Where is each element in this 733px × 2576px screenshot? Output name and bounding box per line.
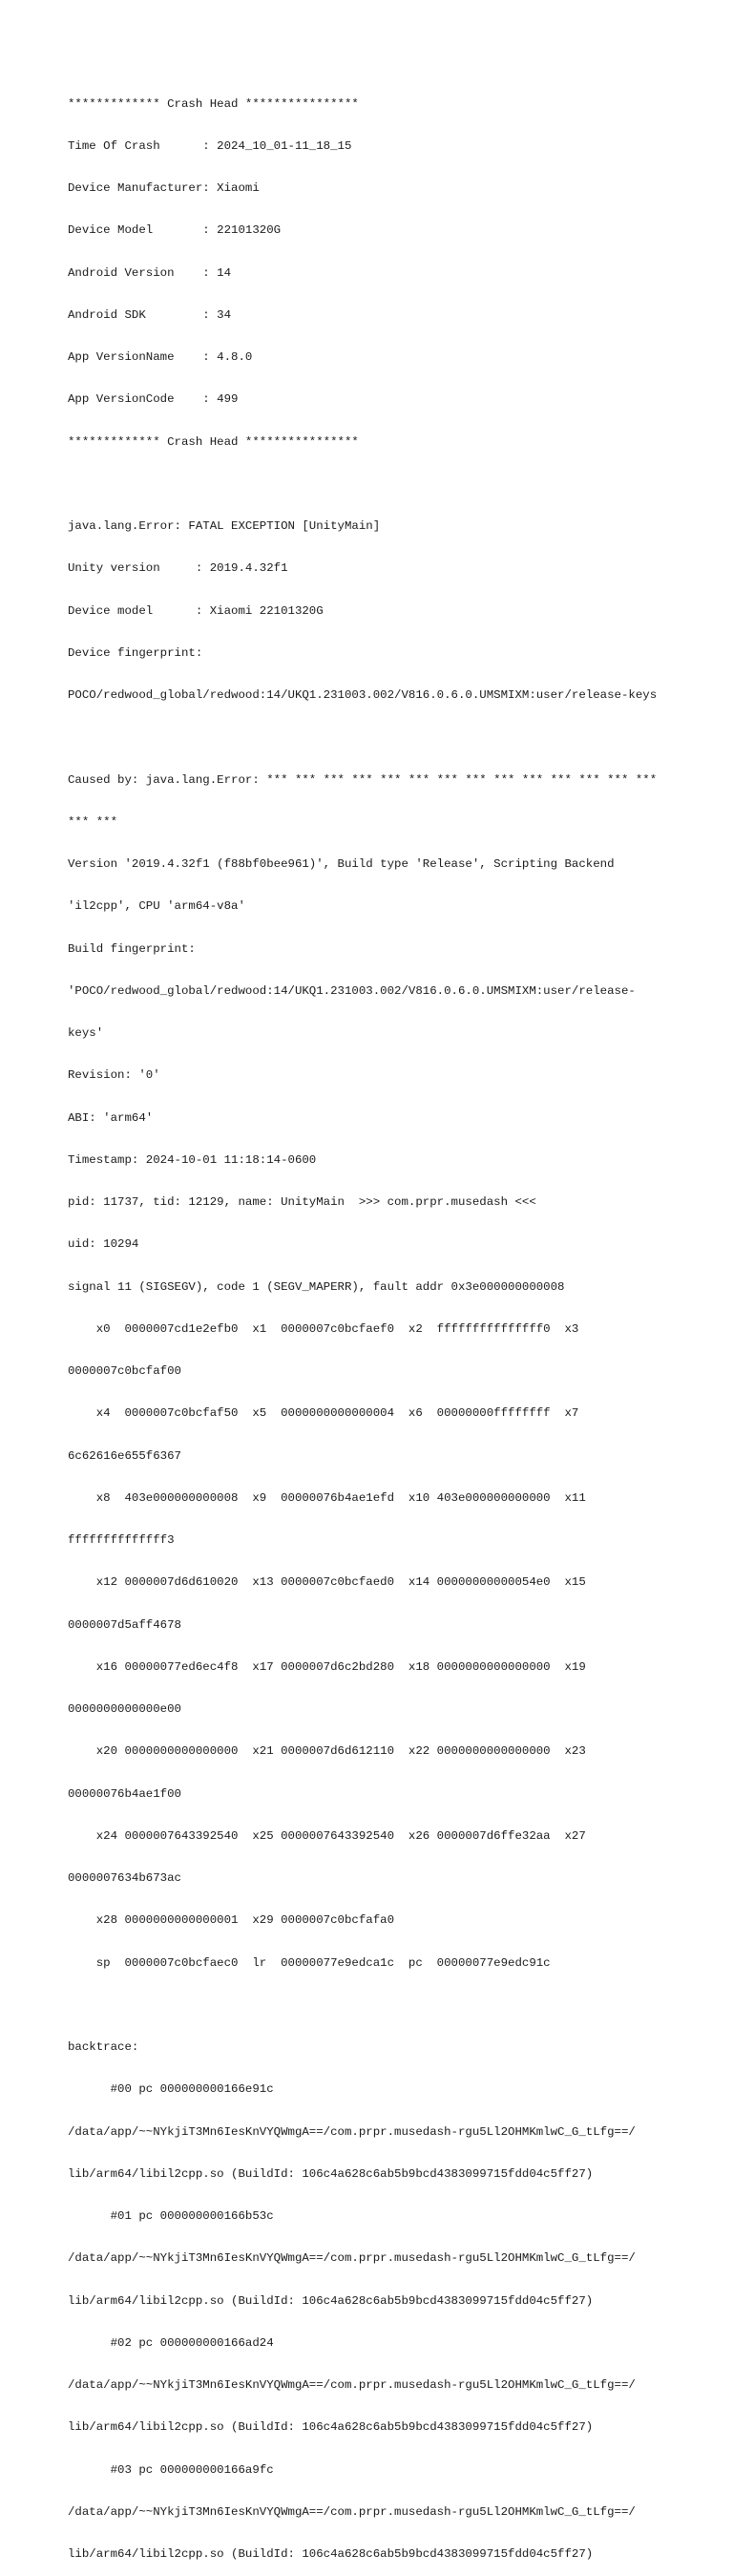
- blank-line: [68, 477, 679, 492]
- backtrace-frame-line: #00 pc 000000000166e91c: [68, 2082, 274, 2097]
- backtrace-frame-line: #01 pc 000000000166b53c: [68, 2209, 274, 2223]
- app-version-name-line: App VersionName : 4.8.0: [68, 350, 253, 364]
- register-line: 0000007634b673ac: [68, 1871, 181, 1885]
- device-fingerprint-value-line: POCO/redwood_global/redwood:14/UKQ1.231003.002/V816.0.6.0.UMSMIXM:user/release-keys: [68, 688, 658, 702]
- backtrace-path-line: /data/app/~~NYkjiT3Mn6IesKnVYQWmgA==/com.prpr.musedash-rgu5Ll2OHMKmlwC_G_tLfg==/: [68, 2251, 636, 2266]
- backtrace-lib-line: lib/arm64/libil2cpp.so (BuildId: 106c4a628c6ab5b9bcd4383099715fdd04c5ff27): [68, 2420, 594, 2435]
- android-version-line: Android Version : 14: [68, 265, 232, 280]
- register-line: x0 0000007cd1e2efb0 x1 0000007c0bcfaef0 x2 fffffffffffffff0 x3: [68, 1321, 579, 1336]
- backtrace-lib-line: lib/arm64/libil2cpp.so (BuildId: 106c4a628c6ab5b9bcd4383099715fdd04c5ff27): [68, 2293, 594, 2308]
- build-fingerprint-value-line: 'POCO/redwood_global/redwood:14/UKQ1.231003.002/V816.0.6.0.UMSMIXM:user/release-: [68, 983, 636, 998]
- signal-line: signal 11 (SIGSEGV), code 1 (SEGV_MAPERR), fault addr 0x3e000000000008: [68, 1279, 565, 1294]
- register-line: 0000007d5aff4678: [68, 1617, 181, 1632]
- android-sdk-line: Android SDK : 34: [68, 307, 232, 322]
- backtrace-path-line: /data/app/~~NYkjiT3Mn6IesKnVYQWmgA==/com.prpr.musedash-rgu5Ll2OHMKmlwC_G_tLfg==/: [68, 2124, 636, 2139]
- timestamp-line: Timestamp: 2024-10-01 11:18:14-0600: [68, 1152, 317, 1167]
- register-line: x4 0000007c0bcfaf50 x5 0000000000000004 x6 00000000ffffffff x7: [68, 1406, 579, 1421]
- device-model-line: Device Model : 22101320G: [68, 223, 282, 238]
- register-line: x28 0000000000000001 x29 0000007c0bcfafa0: [68, 1913, 395, 1928]
- register-line: 00000076b4ae1f00: [68, 1786, 181, 1801]
- blank-line: [68, 730, 679, 745]
- backtrace-frame-line: #03 pc 000000000166a9fc: [68, 2462, 274, 2477]
- crash-head-header-line: ************* Crash Head ****************: [68, 96, 359, 111]
- device-manufacturer-line: Device Manufacturer: Xiaomi: [68, 181, 260, 195]
- abi-line: ABI: 'arm64': [68, 1110, 154, 1125]
- pid-line: pid: 11737, tid: 12129, name: UnityMain >>> com.prpr.musedash <<<: [68, 1195, 536, 1209]
- caused-by-line: Caused by: java.lang.Error: *** *** *** *** *** *** *** *** *** *** *** *** *** ***: [68, 772, 658, 787]
- register-line: 6c62616e655f6367: [68, 1448, 181, 1463]
- build-cpu-line: 'il2cpp', CPU 'arm64-v8a': [68, 899, 245, 914]
- register-line: x16 00000077ed6ec4f8 x17 0000007d6c2bd280 x18 0000000000000000 x19: [68, 1659, 586, 1674]
- register-line: 0000007c0bcfaf00: [68, 1364, 181, 1378]
- register-line: 0000000000000e00: [68, 1702, 181, 1716]
- build-version-line: Version '2019.4.32f1 (f88bf0bee961)', Build type 'Release', Scripting Backend: [68, 857, 615, 871]
- register-line: ffffffffffffff3: [68, 1533, 175, 1547]
- register-line: x12 0000007d6d610020 x13 0000007c0bcfaed0 x14 00000000000054e0 x15: [68, 1575, 586, 1590]
- backtrace-path-line: /data/app/~~NYkjiT3Mn6IesKnVYQWmgA==/com.prpr.musedash-rgu5Ll2OHMKmlwC_G_tLfg==/: [68, 2378, 636, 2392]
- build-fingerprint-label-line: Build fingerprint:: [68, 941, 196, 956]
- backtrace-label-line: backtrace:: [68, 2040, 139, 2054]
- register-line: x24 0000007643392540 x25 0000007643392540 x26 0000007d6ffe32aa x27: [68, 1828, 586, 1843]
- uid-line: uid: 10294: [68, 1237, 139, 1252]
- revision-line: Revision: '0': [68, 1068, 160, 1083]
- fatal-exception-line: java.lang.Error: FATAL EXCEPTION [UnityMain]: [68, 519, 381, 533]
- backtrace-lib-line: lib/arm64/libil2cpp.so (BuildId: 106c4a628c6ab5b9bcd4383099715fdd04c5ff27): [68, 2547, 594, 2561]
- crash-head-footer-line: ************* Crash Head ****************: [68, 434, 359, 449]
- backtrace-path-line: /data/app/~~NYkjiT3Mn6IesKnVYQWmgA==/com.prpr.musedash-rgu5Ll2OHMKmlwC_G_tLfg==/: [68, 2504, 636, 2519]
- unity-version-line: Unity version : 2019.4.32f1: [68, 561, 288, 576]
- device-fingerprint-label-line: Device fingerprint:: [68, 645, 203, 660]
- blank-line: [68, 1998, 679, 2013]
- caused-by-continuation-line: *** ***: [68, 814, 118, 829]
- backtrace-lib-line: lib/arm64/libil2cpp.so (BuildId: 106c4a628c6ab5b9bcd4383099715fdd04c5ff27): [68, 2166, 594, 2181]
- app-version-code-line: App VersionCode : 499: [68, 392, 239, 407]
- register-line: x8 403e000000000008 x9 00000076b4ae1efd x10 403e000000000000 x11: [68, 1490, 586, 1505]
- register-line: x20 0000000000000000 x21 0000007d6d612110 x22 0000000000000000 x23: [68, 1744, 586, 1759]
- register-line: sp 0000007c0bcfaec0 lr 00000077e9edca1c pc 00000077e9edc91c: [68, 1955, 551, 1970]
- crash-log-document: [68, 69, 679, 2576]
- time-of-crash-line: Time Of Crash : 2024_10_01-11_18_15: [68, 138, 352, 153]
- device-model-detail-line: Device model : Xiaomi 22101320G: [68, 603, 324, 618]
- build-fingerprint-continuation-line: keys': [68, 1026, 104, 1040]
- backtrace-frame-line: #02 pc 000000000166ad24: [68, 2335, 274, 2350]
